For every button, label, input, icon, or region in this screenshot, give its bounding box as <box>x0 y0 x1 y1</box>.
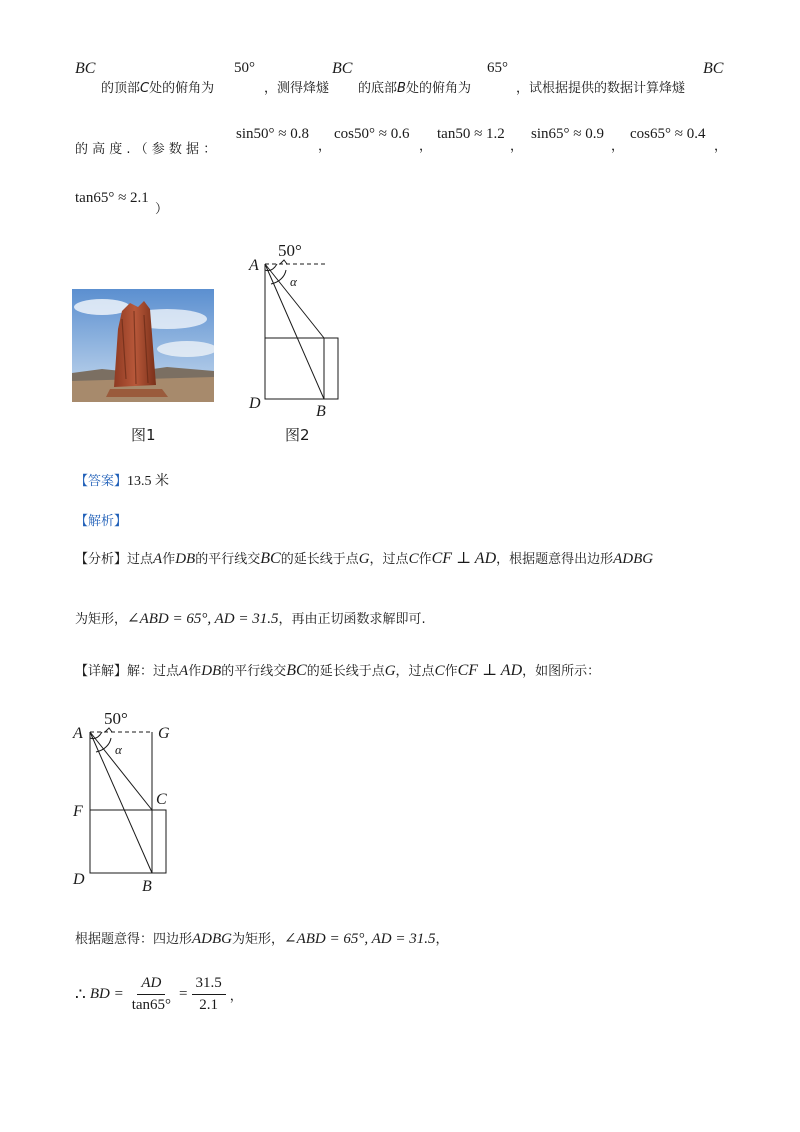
comma: ， <box>318 139 332 154</box>
label-alpha: α <box>290 274 297 289</box>
label-d: D <box>73 871 85 888</box>
label-b: B <box>142 878 152 894</box>
arrow-tick <box>280 260 287 264</box>
figure-2-caption: 图2 <box>285 426 310 444</box>
label-d: D <box>249 395 261 412</box>
math-bc: BC <box>75 60 96 77</box>
fenxi-line-2: 为矩形，∠ABD = 65°, AD = 31.5，再由正切函数求解即可. <box>75 611 426 627</box>
fenxi-tag: 【分析】 <box>75 552 128 567</box>
math-bc: BC <box>332 60 353 77</box>
label-a: A <box>249 257 259 274</box>
comma: ， <box>510 139 524 154</box>
label-50: 50° <box>278 241 302 260</box>
figure-3-diagram <box>68 702 188 894</box>
fraction-numeric: $\frac{31.5}{2.1}$ <box>192 975 226 1014</box>
answer-tag: 【答案】 <box>75 474 128 489</box>
comma: ， <box>419 139 433 154</box>
analysis-tag: 【解析】 <box>75 514 128 529</box>
comma: ， <box>611 139 625 154</box>
math-bc: BC <box>703 60 724 77</box>
formula-bd: ∴ BD = $\frac{AD}{\tan 65^\circ}$ = $\frac{31.5}{2.1}$ ， <box>75 975 243 1013</box>
math-angle: 50° <box>234 60 255 76</box>
fenxi-line-1: 【分析】过点A作DB的平行线交BC的延长线于点G，过点C作CF ⊥ AD，根据题意得出边形ADBG <box>75 550 654 567</box>
fraction-ad-tan65: $\frac{AD}{\tan 65^\circ}$ <box>131 975 172 1013</box>
math-cos50: cos50° ≈ 0.6 <box>334 126 410 142</box>
arrow-tick <box>105 728 112 732</box>
close-paren: ） <box>155 202 169 217</box>
label-g: G <box>158 725 170 742</box>
conclusion-line: 根据题意得：四边形ADBG为矩形，∠ABD = 65°, AD = 31.5， <box>75 931 449 947</box>
detail-line-1: 【详解】解：过点A作DB的平行线交BC的延长线于点G，过点C作CF ⊥ AD，如图所示： <box>75 662 601 679</box>
figure-1-caption: 图1 <box>131 426 156 444</box>
detail-tag: 【详解】 <box>75 664 128 679</box>
text: 的底部B处的俯角为 <box>358 81 471 96</box>
text: 的 高 度 . （ 参 数 据 ： <box>75 142 217 157</box>
math-sin50: sin50° ≈ 0.8 <box>236 126 309 142</box>
photo-beacon-tower <box>72 289 214 402</box>
answer-line <box>75 470 169 490</box>
math-angle: 65° <box>487 60 508 76</box>
label-c: C <box>156 791 167 808</box>
text: ，测得烽燧 <box>264 81 330 96</box>
text: ，试根据提供的数据计算烽燧 <box>516 81 686 96</box>
formula-lhs: BD = <box>89 986 124 1002</box>
answer-value: 13.5 米 <box>127 474 170 489</box>
math-tan65: tan65° ≈ 2.1 <box>75 190 149 206</box>
label-a: A <box>73 725 83 742</box>
therefore-symbol: ∴ <box>75 984 86 1004</box>
math-sin65: sin65° ≈ 0.9 <box>531 126 604 142</box>
comma: ， <box>714 139 728 154</box>
math-cos65: cos65° ≈ 0.4 <box>630 126 706 142</box>
label-f: F <box>73 803 83 820</box>
photo-illustration <box>72 289 214 402</box>
figure-2-diagram <box>240 236 360 421</box>
label-alpha: α <box>115 742 122 757</box>
label-50: 50° <box>104 709 128 728</box>
label-b: B <box>316 403 326 420</box>
math-tan50: tan50 ≈ 1.2 <box>437 126 505 142</box>
text: 的顶部C处的俯角为 <box>101 81 215 96</box>
